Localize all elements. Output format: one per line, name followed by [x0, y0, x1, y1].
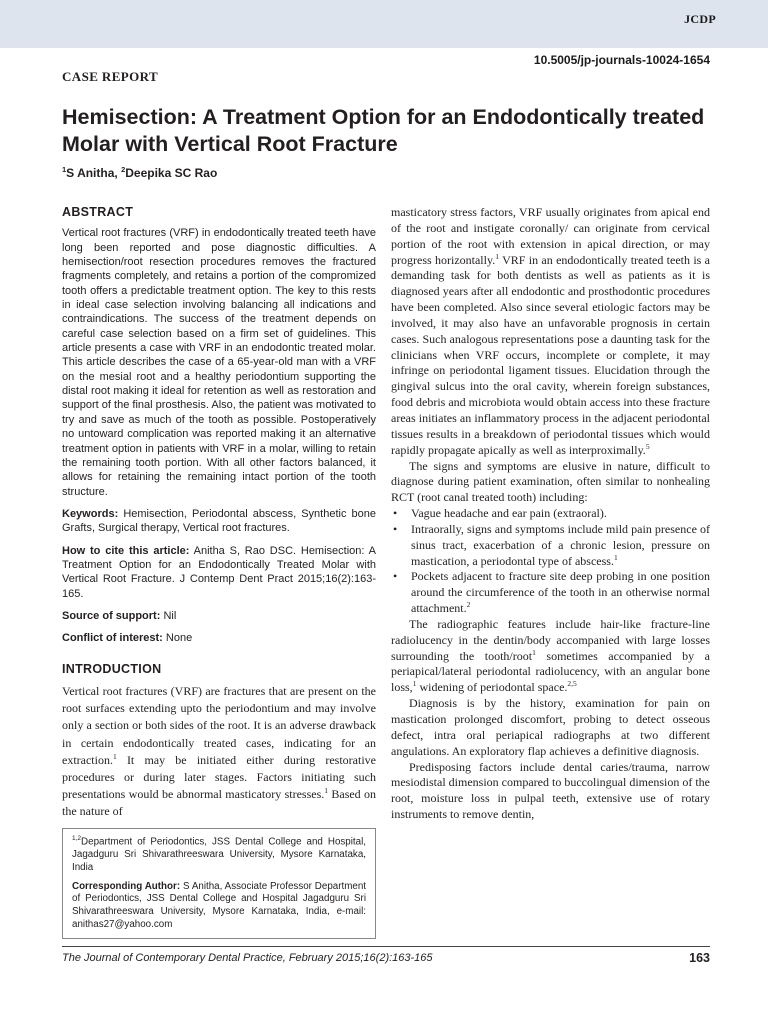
journal-abbreviation: JCDP	[684, 12, 716, 26]
right-column	[391, 205, 710, 823]
paragraph-text: sometimes accompanied by a periapical/lateral periodontal radiolucency, with an angular bone loss,	[391, 648, 711, 695]
corresponding-author	[72, 881, 366, 932]
left-column	[62, 205, 376, 829]
conflict-text: None	[165, 632, 193, 645]
conflict-label: Conflict of interest:	[62, 632, 163, 645]
keywords-text: Hemisection, Periodontal abscess, Synthetic bone Grafts, Surgical therapy, Vertical root fractures.	[62, 507, 376, 535]
author-line: $^1$S Anitha, $^2$Deepika SC Rao	[62, 165, 218, 180]
intro-text-part: Vertical root fractures (VRF) are fractures that are present on the root surfaces extending upto the periodontium and may involve only a section or both sides of the root. It is an adverse drawback in certain endodontically treated cases, indicating for an extraction.	[62, 683, 376, 767]
citation-text: Anitha S, Rao DSC. Hemisection: A Treatment Option for an Endodontically Treated Molar with Vertical Root Fracture. J Contemp Dent Pract 2015;16(2):163-165.	[62, 544, 376, 600]
introduction-heading: INTRODUCTION	[62, 661, 162, 676]
support-text: Nil	[163, 609, 177, 622]
doi: 10.5005/jp-journals-10024-1654	[533, 53, 710, 67]
reference-marker: 1	[613, 552, 618, 562]
reference-marker: 2	[466, 600, 471, 610]
author-name: Deepika SC Rao	[125, 166, 218, 180]
body-paragraph: The signs and symptoms are elusive in nature, difficult to diagnose during patient examination, often similar to nonhealing RCT (root canal treated tooth) including:	[391, 458, 710, 505]
list-item	[391, 506, 710, 522]
list-item-text: Intraorally, signs and symptoms include mild pain presence of sinus tract, exacerbation of a chronic lesion, pressure on mastication, a periodontal type of abscess.	[411, 521, 710, 568]
affiliation-marker: 1,2	[72, 835, 82, 842]
paragraph-text: masticatory stress factors, VRF usually originates from apical end of the root and instigate coronally/ can originate from cervical portion of the root with extension in apical direction, or may progress horizontally.	[391, 205, 710, 267]
list-item	[391, 569, 710, 617]
paragraph-text: The radiographic features include hair-like fracture-line radiolucency in the dentin/body accompanied with large losses surrounding the tooth/root	[391, 616, 710, 663]
reference-marker: 1	[324, 786, 329, 796]
citation	[62, 544, 376, 601]
corresponding-author-label: Corresponding Author:	[72, 880, 181, 892]
paragraph-text: VRF in an endodontically treated teeth is a demanding task for both dentists as well as patients as it is diagnosed years after all endodontic and prosthodontic procedures have been completed. Also since several etiologic factors may be involved, it may also have an unfavorable prognosis in certain cases. Such analogous representations pose a daunting task for the clinicians when VRF occurs, incomplete or complete, it may infringe on periodontal ligament tissues. Elucidation through the gingival sulcus into the oral cavity, wherein foreign substances, food debris and microbiota would obtain access into these fracture areas initiates an inflammatory process in the adjacent periodontal tissues results in a breakdown of periodontal tissues which would rapidly propagate apically as well as interproximally.	[391, 252, 710, 457]
reference-marker: 5	[645, 441, 650, 451]
body-paragraph: Diagnosis is by the history, examination for pain on mastication prolonged discomfort, probing to detect osseous defect, intra oral periapical radiographs at two different angulations. An exploratory flap achieves a definitive diagnosis.	[391, 696, 710, 758]
reference-marker: 1	[495, 251, 499, 261]
author-affiliation-marker: 2	[121, 165, 126, 174]
body-paragraph: Predisposing factors include dental caries/trauma, narrow mesiodistal dimension compared to buccolingual dimension of the root, moisture loss in pulpal teeth, extensive use of rotary instruments to remove dentin,	[391, 759, 710, 822]
paragraph-text: widening of periodontal space.	[419, 680, 568, 695]
reference-marker: 1	[112, 751, 117, 761]
intro-text-part: It may be initiated either during restorative procedures or during later stages. Factors initiating such presentations would be abnormal masticatory stresses.	[62, 752, 377, 802]
bullet-marker: •	[393, 569, 398, 584]
body-paragraph	[391, 617, 710, 696]
article-type-label: CASE REPORT	[62, 69, 159, 84]
keywords	[62, 507, 376, 536]
bullet-marker: •	[393, 521, 398, 536]
source-of-support	[62, 609, 376, 623]
support-label: Source of support:	[62, 609, 161, 622]
symptom-list	[391, 506, 710, 617]
author-name: S Anitha	[66, 166, 115, 180]
affiliation-department	[72, 833, 366, 875]
list-item-text: Vague headache and ear pain (extraoral).	[411, 506, 607, 521]
footer-divider	[62, 946, 710, 947]
article-title: Hemisection: A Treatment Option for an Endodontically treated Molar with Vertical Root Fracture	[62, 105, 705, 156]
conflict-of-interest	[62, 631, 376, 645]
reference-marker: 1	[412, 679, 417, 689]
abstract-heading: ABSTRACT	[62, 205, 134, 219]
page-number: 163	[689, 951, 710, 965]
intro-text-part: Based on the nature of	[62, 787, 377, 819]
introduction-paragraph	[62, 683, 376, 821]
body-paragraph	[391, 205, 710, 459]
footer-journal-citation: The Journal of Contemporary Dental Practice, February 2015;16(2):163-165	[62, 952, 433, 964]
corresponding-author-text: S Anitha, Associate Professor Department of Periodontics, JSS Dental College and Hospital Jagadguru Sri Shivarathreeswara University, Mysore Karnataka, India, e-mail: anithas27@yahoo.com	[72, 880, 366, 931]
affiliation-box	[62, 828, 376, 939]
list-item-text: Pockets adjacent to fracture site deep probing in one position around the circumference of the tooth in an otherwise normal attachment.	[411, 569, 710, 616]
bullet-marker: •	[393, 506, 398, 521]
citation-label: How to cite this article:	[62, 544, 190, 557]
author-affiliation-marker: 1	[62, 165, 67, 174]
reference-marker: 1	[532, 647, 536, 657]
reference-marker: 2,5	[567, 679, 577, 689]
list-item	[391, 522, 710, 570]
abstract-text: Vertical root fractures (VRF) in endodontically treated teeth have long been reported and pose diagnostic difficulties. A hemisection/root resection procedures removes the fractured fragments completely, and retains a portion of the compromized tooth offers a predictable treatment option. The key to this rests in ideal case selection involving balancing all indications and contraindications. The success of the treatment depends on careful case selection based on a firm set of guidelines. This article presents a case with VRF in an endodontic treated molar. This article describes the case of a 65-year-old man with a VRF on the mesial root and a healthy periodontium supporting the distal root making it ideal for retention as well as restoration and support of the final prosthesis. Also, the patient was motivated to try and save as much of the tooth as possible. Postoperatively no untoward complication was reported making it an alternative treatment option in patients with VRF in a molar, willing to retain the remaining tooth portion. With all other factors balanced, it allows for retaining the remaining intact portion of the tooth structure.	[62, 227, 376, 498]
keywords-label: Keywords:	[62, 507, 119, 520]
journal-header-bar	[0, 0, 768, 48]
affiliation-text: Department of Periodontics, JSS Dental College and Hospital, Jagadguru Sri Shivarathreeswara University, Mysore Karnataka, India	[72, 836, 366, 873]
